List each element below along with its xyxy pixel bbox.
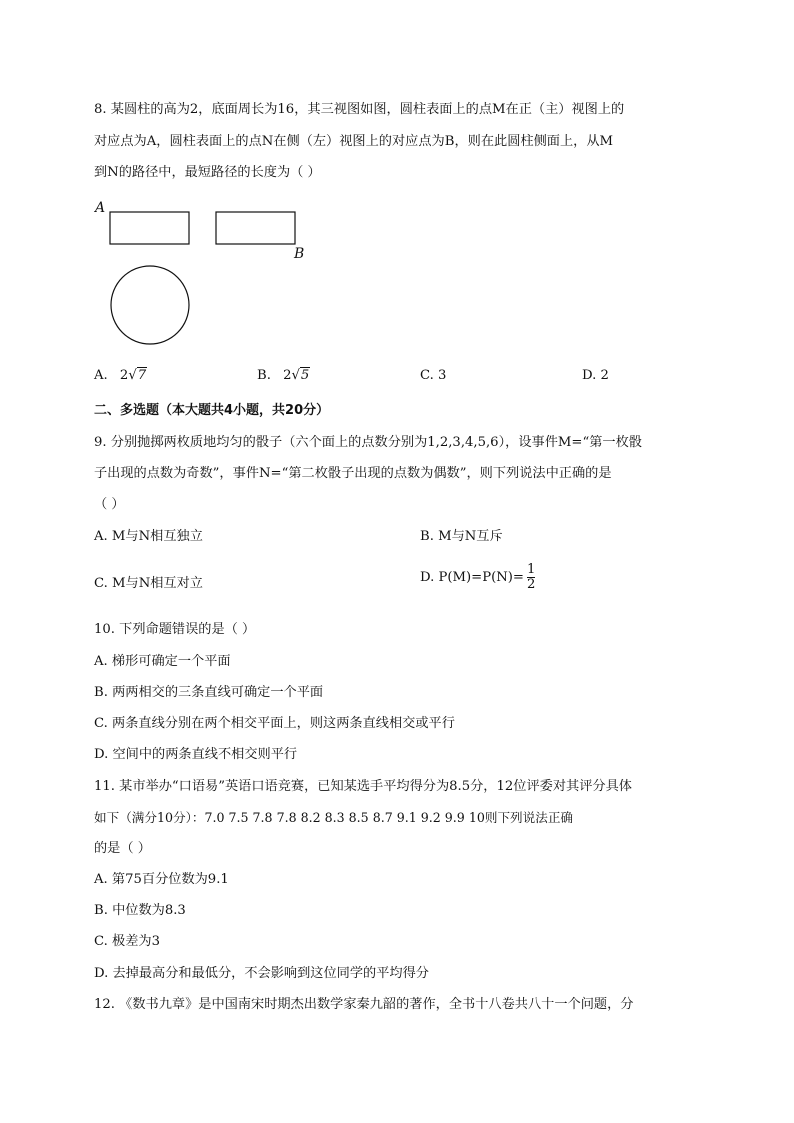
q8-option-a-coef: 2 (119, 368, 129, 383)
q8-option-d: D. 2 (582, 368, 609, 383)
q10-stem: 10. 下列命题错误的是（ ） (94, 622, 256, 637)
q9-line-2: 子出现的点数为奇数”，事件N=“第二枚骰子出现的点数为偶数”，则下列说法中正确的是 (94, 466, 612, 481)
q11-line-1: 11. 某市举办“口语易”英语口语竞赛，已知某选手平均得分为8.5分，12位评委对其评分具体 (94, 779, 632, 794)
q8-option-c: C. 3 (420, 368, 447, 383)
q9-option-d-denominator: 2 (526, 577, 536, 592)
q9-line-1: 9. 分别抛掷两枚质地均匀的骰子（六个面上的点数分别为1,2,3,4,5,6），设事件M=“第一枚骰 (94, 435, 642, 450)
q11-option-b: B. 中位数为8.3 (94, 903, 186, 918)
q9-option-a: A. M与N相互独立 (94, 529, 203, 544)
q8-three-view-figure (90, 195, 320, 350)
q11-option-c: C. 极差为3 (94, 934, 160, 949)
q8-option-b-prefix: B. (257, 368, 271, 383)
q9-option-d (420, 563, 535, 592)
q8-line-1: 8. 某圆柱的高为2，底面周长为16，其三视图如图，圆柱表面上的点M在正（主）视图上的 (94, 102, 625, 117)
q10-option-d: D. 空间中的两条直线不相交则平行 (94, 747, 298, 762)
q11-option-d: D. 去掉最高分和最低分，不会影响到这位同学的平均得分 (94, 966, 429, 981)
label-a: A (95, 200, 106, 216)
q11-option-a: A. 第75百分位数为9.1 (94, 872, 229, 887)
q11-line-3: 的是（ ） (94, 841, 151, 856)
section-2-title: 二、多选题（本大题共4小题，共20分） (94, 403, 330, 418)
q12-line-1: 12. 《数书九章》是中国南宋时期杰出数学家秦九韶的著作，全书十八卷共八十一个问题，分 (94, 997, 634, 1012)
q8-line-2: 对应点为A，圆柱表面上的点N在侧（左）视图上的对应点为B，则在此圆柱侧面上，从M (94, 134, 614, 149)
side-view-rect (216, 212, 295, 244)
q8-option-a: A. 2√7 (94, 368, 147, 383)
q8-option-a-prefix: A. (94, 368, 108, 383)
q9-option-d-prefix: D. P(M)=P(N)= (420, 570, 524, 585)
q8-option-b: B. 2√5 (257, 368, 310, 383)
q10-option-c: C. 两条直线分别在两个相交平面上，则这两条直线相交或平行 (94, 716, 455, 731)
q9-line-3: （ ） (94, 497, 125, 512)
q8-option-a-radicand: 7 (137, 368, 147, 383)
front-view-rect (110, 212, 189, 244)
q8-option-b-coef: 2 (283, 368, 292, 383)
q9-option-d-fraction (527, 563, 535, 592)
top-view-circle (111, 266, 189, 344)
q11-line-2: 如下（满分10分）：7.0 7.5 7.8 7.8 8.2 8.3 8.5 8.7 9.1 9.2 9.9 10则下列说法正确 (94, 810, 574, 825)
q9-option-d-numerator: 1 (526, 562, 536, 577)
label-b: B (294, 246, 305, 262)
q9-option-b: B. M与N互斥 (420, 529, 503, 544)
q8-option-b-radicand: 5 (300, 368, 310, 383)
q10-option-a: A. 梯形可确定一个平面 (94, 654, 231, 669)
q10-option-b: B. 两两相交的三条直线可确定一个平面 (94, 685, 324, 700)
q8-line-3: 到N的路径中，最短路径的长度为（ ） (94, 165, 321, 180)
q9-option-c: C. M与N相互对立 (94, 576, 203, 591)
